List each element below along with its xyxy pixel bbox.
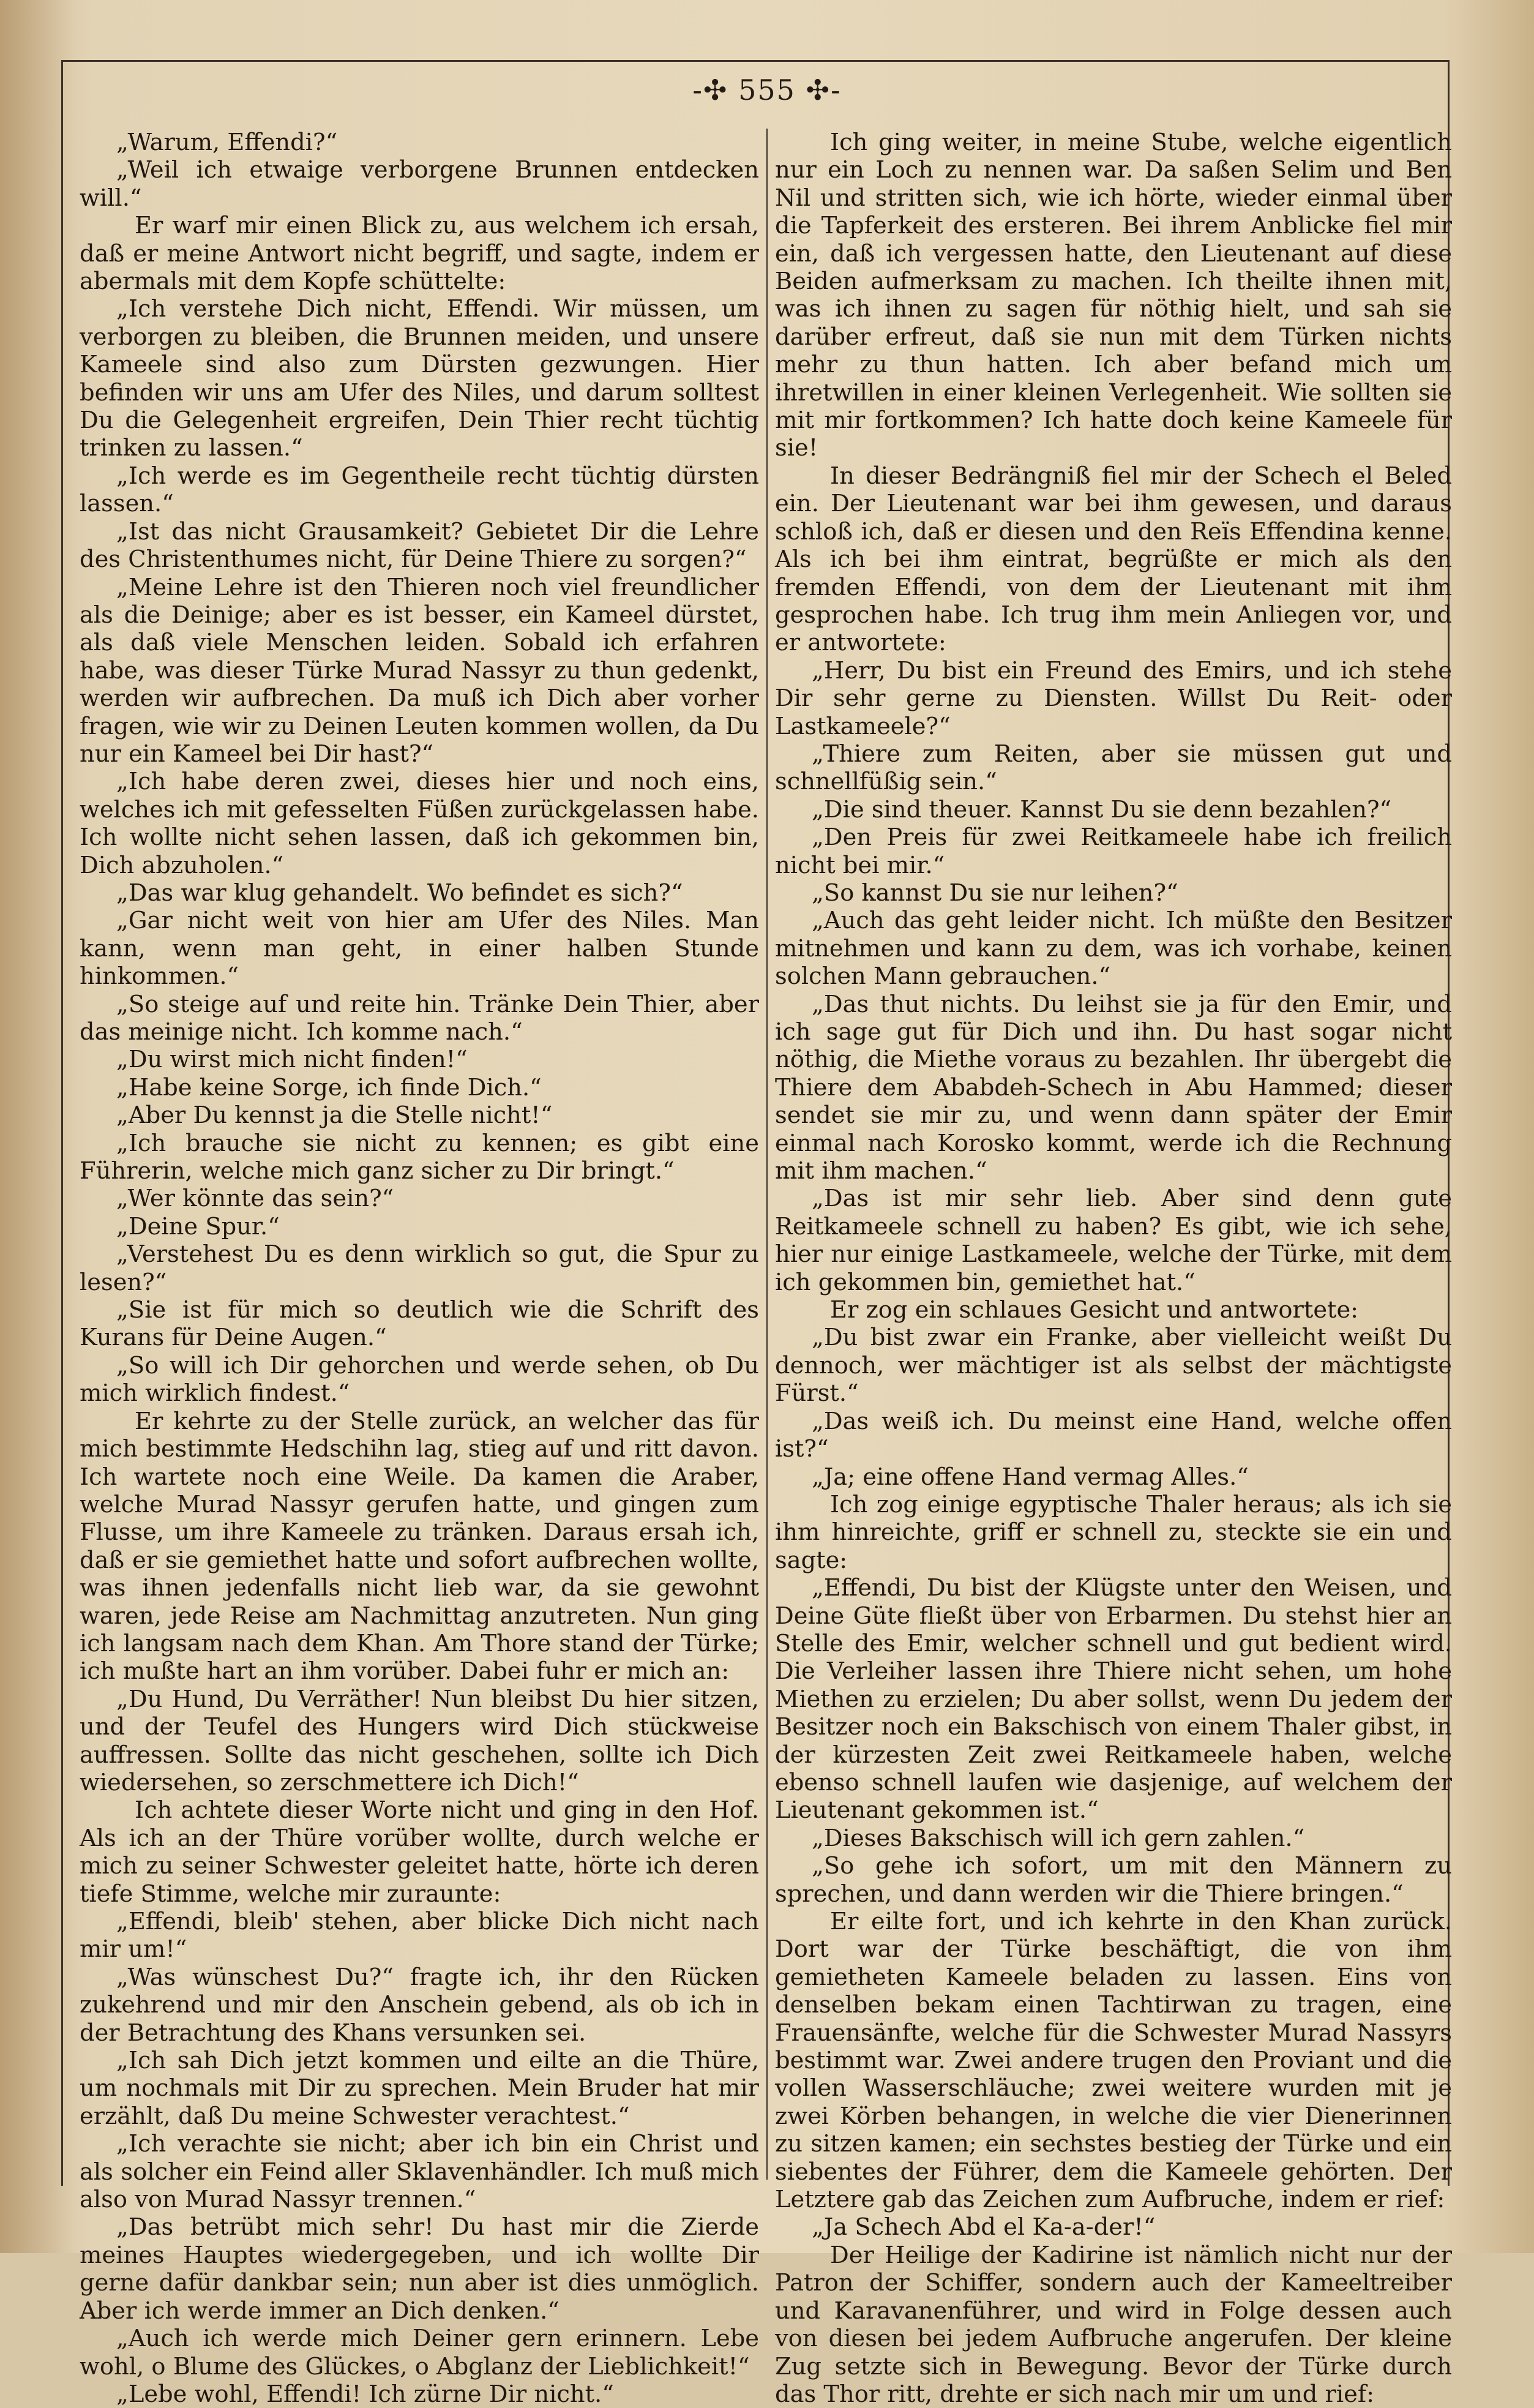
- paragraph: „Dieses Bakschisch will ich gern zahlen.“: [812, 1824, 1305, 1852]
- paragraph: „Warum, Effendi?“: [116, 129, 338, 156]
- paragraph: „Deine Spur.“: [116, 1212, 280, 1240]
- paragraph: „Effendi, Du bist der Klügste unter den Weisen, und Deine Güte fließt über von Erbarmen. Du stehst hier an Stelle des Emir, welcher schnell und gut bedient wird. Die Verleiher lassen ihre Thiere nicht sehen, um hohe Miethen zu erzielen; Du aber sollst, wenn Du jedem der Besitzer noch ein Bakschisch von einem Thaler gibst, in der kürzesten Zeit zwei Reitkameele haben, welche ebenso schnell laufen wie dasjenige, auf welchem der Lieutenant gekommen ist.“: [775, 1574, 1452, 1825]
- paragraph: „Weil ich etwaige verborgene Brunnen entdecken will.“: [80, 156, 759, 212]
- paragraph: Ich zog einige egyptische Thaler heraus; als ich sie ihm hinreichte, griff er schnell zu, steckte sie ein und sagte:: [775, 1490, 1452, 1574]
- paragraph: „Ich habe deren zwei, dieses hier und noch eins, welches ich mit gefesselten Füßen zurückgelassen habe. Ich wollte nicht sehen lassen, daß ich gekommen bin, Dich abzuholen.“: [80, 768, 759, 879]
- paragraph: „Verstehest Du es denn wirklich so gut, die Spur zu lesen?“: [80, 1240, 759, 1296]
- paragraph: „Thiere zum Reiten, aber sie müssen gut und schnellfüßig sein.“: [775, 740, 1452, 796]
- paragraph: „Das thut nichts. Du leihst sie ja für den Emir, und ich sage gut für Dich und ihn. Du hast sogar nicht nöthig, die Miethe voraus zu bezahlen. Ihr übergebt die Thiere dem Ababdeh-Schech in Abu Hammed; dieser sendet sie mir zu, und wenn dann später der Emir einmal nach Korosko kommt, werde ich die Rechnung mit ihm machen.“: [775, 990, 1452, 1185]
- right-column: [775, 129, 1452, 2408]
- paragraph: „Ja; eine offene Hand vermag Alles.“: [812, 1463, 1249, 1491]
- paragraph: „Ich sah Dich jetzt kommen und eilte an die Thüre, um nochmals mit Dir zu sprechen. Mein Bruder hat mir erzählt, daß Du meine Schwester verachtest.“: [80, 2047, 759, 2130]
- paragraph: „Die sind theuer. Kannst Du sie denn bezahlen?“: [812, 795, 1392, 823]
- paragraph: „Ist das nicht Grausamkeit? Gebietet Dir die Lehre des Christenthumes nicht, für Deine Thiere zu sorgen?“: [80, 517, 759, 574]
- paragraph: „Ich verstehe Dich nicht, Effendi. Wir müssen, um verborgen zu bleiben, die Brunnen meiden, und unsere Kameele sind also zum Dürsten gezwungen. Hier befinden wir uns am Ufer des Niles, und darum solltest Du die Gelegenheit ergreifen, Dein Thier recht tüchtig trinken zu lassen.“: [80, 295, 759, 462]
- paragraph: Er zog ein schlaues Gesicht und antwortete:: [830, 1296, 1359, 1324]
- paragraph: Er warf mir einen Blick zu, aus welchem ich ersah, daß er meine Antwort nicht begriff, und sagte, indem er abermals mit dem Kopfe schüttelte:: [80, 212, 759, 296]
- paragraph: „Den Preis für zwei Reitkameele habe ich freilich nicht bei mir.“: [775, 823, 1452, 879]
- paragraph: Er kehrte zu der Stelle zurück, an welcher das für mich bestimmte Hedschihn lag, stieg auf und ritt davon. Ich wartete noch eine Weile. Da kamen die Araber, welche Murad Nassyr gerufen hatte, und gingen zum Flusse, um ihre Kameele zu tränken. Daraus ersah ich, daß er sie gemiethet hatte und sofort aufbrechen wollte, was ihnen jedenfalls nicht lieb war, da sie gewohnt waren, jede Reise am Nachmittag anzutreten. Nun ging ich langsam nach dem Khan. Am Thore stand der Türke; ich mußte hart an ihm vorüber. Dabei fuhr er mich an:: [80, 1407, 759, 1686]
- paragraph: Er eilte fort, und ich kehrte in den Khan zurück. Dort war der Türke beschäftigt, die von ihm gemietheten Kameele beladen zu lassen. Eins von denselben bekam einen Tachtirwan zu tragen, eine Frauensänfte, welche für die Schwester Murad Nassyrs bestimmt war. Zwei andere trugen den Proviant und die vollen Wasserschläuche; zwei weitere wurden mit je zwei Körben behangen, in welche die vier Dienerinnen zu sitzen kamen; ein sechstes bestieg der Türke und ein siebentes der Führer, dem die Kameele gehörten. Der Letztere gab das Zeichen zum Aufbruche, indem er rief:: [775, 1908, 1452, 2214]
- paragraph: „Auch das geht leider nicht. Ich müßte den Besitzer mitnehmen und kann zu dem, was ich vorhabe, keinen solchen Mann gebrauchen.“: [775, 907, 1452, 991]
- paragraph: Der Heilige der Kadirine ist nämlich nicht nur der Patron der Schiffer, sondern auch der Kameeltreiber und Karavanenführer, und wird in Folge dessen auch von diesen bei jedem Aufbruche angerufen. Der kleine Zug setzte sich in Bewegung. Bevor der Türke durch das Thor ritt, drehte er sich nach mir um und rief:: [775, 2241, 1452, 2408]
- paragraph: „Aber Du kennst ja die Stelle nicht!“: [116, 1101, 553, 1130]
- paragraph: „Das weiß ich. Du meinst eine Hand, welche offen ist?“: [775, 1407, 1452, 1463]
- paragraph: „So gehe ich sofort, um mit den Männern zu sprechen, und dann werden wir die Thiere bringen.“: [775, 1852, 1452, 1908]
- paragraph: „Ja Schech Abd el Ka-a-der!“: [812, 2213, 1156, 2241]
- paragraph: „Gar nicht weit von hier am Ufer des Niles. Man kann, wenn man geht, in einer halben Stunde hinkommen.“: [80, 907, 759, 991]
- paragraph: Ich ging weiter, in meine Stube, welche eigentlich nur ein Loch zu nennen war. Da saßen Selim und Ben Nil und stritten sich, wie ich hörte, wieder einmal über die Tapferkeit des ersteren. Bei ihrem Anblicke fiel mir ein, daß ich vergessen hatte, den Lieutenant auf diese Beiden aufmerksam zu machen. Ich theilte ihnen mit, was ich ihnen zu sagen für nöthig hielt, und sah sie darüber erfreut, daß sie nun mit dem Türken nichts mehr zu thun hatten. Ich aber befand mich um ihretwillen in einer kleinen Verlegenheit. Wie sollten sie mit mir fortkommen? Ich hatte doch keine Kameele für sie!: [775, 129, 1452, 462]
- paragraph: „Ich verachte sie nicht; aber ich bin ein Christ und als solcher ein Feind aller Sklavenhändler. Ich muß mich also von Murad Nassyr trennen.“: [80, 2130, 759, 2214]
- left-column: [80, 129, 759, 2408]
- paragraph: Ich achtete dieser Worte nicht und ging in den Hof. Als ich an der Thüre vorüber wollte, durch welche er mich zu seiner Schwester geleitet hatte, hörte ich deren tiefe Stimme, welche mir zuraunte:: [80, 1796, 759, 1908]
- paragraph: „Ich brauche sie nicht zu kennen; es gibt eine Führerin, welche mich ganz sicher zu Dir bringt.“: [80, 1129, 759, 1185]
- paragraph: „Was wünschest Du?“ fragte ich, ihr den Rücken zukehrend und mir den Anschein gebend, als ob ich in der Betrachtung des Khans versunken sei.: [80, 1963, 759, 2047]
- paragraph: „So kannst Du sie nur leihen?“: [812, 879, 1178, 907]
- paragraph: „Auch ich werde mich Deiner gern erinnern. Lebe wohl, o Blume des Glückes, o Abglanz der Lieblichkeit!“: [80, 2325, 759, 2380]
- paragraph: „Wer könnte das sein?“: [116, 1185, 394, 1213]
- column-divider: [766, 129, 768, 2180]
- paragraph: „Du Hund, Du Verräther! Nun bleibst Du hier sitzen, und der Teufel des Hungers wird Dich stückweise auffressen. Sollte das nicht geschehen, sollte ich Dich wiedersehen, so zerschmettere ich Dich!“: [80, 1685, 759, 1796]
- paragraph: „Das ist mir sehr lieb. Aber sind denn gute Reitkameele schnell zu haben? Es gibt, wie ich sehe, hier nur einige Lastkameele, welche der Türke, mit dem ich gekommen bin, gemiethet hat.“: [775, 1185, 1452, 1296]
- paragraph: „So will ich Dir gehorchen und werde sehen, ob Du mich wirklich findest.“: [80, 1351, 759, 1408]
- page-number: -✣ 555 ✣-: [692, 73, 842, 107]
- paragraph: „So steige auf und reite hin. Tränke Dein Thier, aber das meinige nicht. Ich komme nach.“: [80, 990, 759, 1046]
- paragraph: In dieser Bedrängniß fiel mir der Schech el Beled ein. Der Lieutenant war bei ihm gewesen, und daraus schloß ich, daß er diesen und den Reïs Effendina kenne. Als ich bei ihm eintrat, begrüßte er mich als den fremden Effendi, von dem der Lieutenant mit ihm gesprochen habe. Ich trug ihm mein Anliegen vor, und er antwortete:: [775, 462, 1452, 657]
- paragraph: „Sie ist für mich so deutlich wie die Schrift des Kurans für Deine Augen.“: [80, 1296, 759, 1352]
- paragraph: „Habe keine Sorge, ich finde Dich.“: [116, 1073, 542, 1101]
- paragraph: „Du wirst mich nicht finden!“: [116, 1046, 468, 1074]
- paragraph: „Lebe wohl, Effendi! Ich zürne Dir nicht.“: [116, 2380, 614, 2408]
- paragraph: „Das betrübt mich sehr! Du hast mir die Zierde meines Hauptes wiedergegeben, und ich wollte Dir gerne dafür dankbar sein; nun aber ist dies unmöglich. Aber ich werde immer an Dich denken.“: [80, 2213, 759, 2325]
- paragraph: „Herr, Du bist ein Freund des Emirs, und ich stehe Dir sehr gerne zu Diensten. Willst Du Reit- oder Lastkameele?“: [775, 656, 1452, 740]
- paragraph: „Du bist zwar ein Franke, aber vielleicht weißt Du dennoch, wer mächtiger ist als selbst der mächtigste Fürst.“: [775, 1324, 1452, 1408]
- paragraph: „Das war klug gehandelt. Wo befindet es sich?“: [116, 879, 683, 907]
- paragraph: „Ich werde es im Gegentheile recht tüchtig dürsten lassen.“: [80, 462, 759, 518]
- paragraph: „Meine Lehre ist den Thieren noch viel freundlicher als die Deinige; aber es ist besser, ein Kameel dürstet, als daß viele Menschen leiden. Sobald ich erfahren habe, was dieser Türke Murad Nassyr zu thun gedenkt, werden wir aufbrechen. Da muß ich Dich aber vorher fragen, wie wir zu Deinen Leuten kommen wollen, da Du nur ein Kameel bei Dir hast?“: [80, 573, 759, 768]
- paragraph: „Effendi, bleib' stehen, aber blicke Dich nicht nach mir um!“: [80, 1908, 759, 1964]
